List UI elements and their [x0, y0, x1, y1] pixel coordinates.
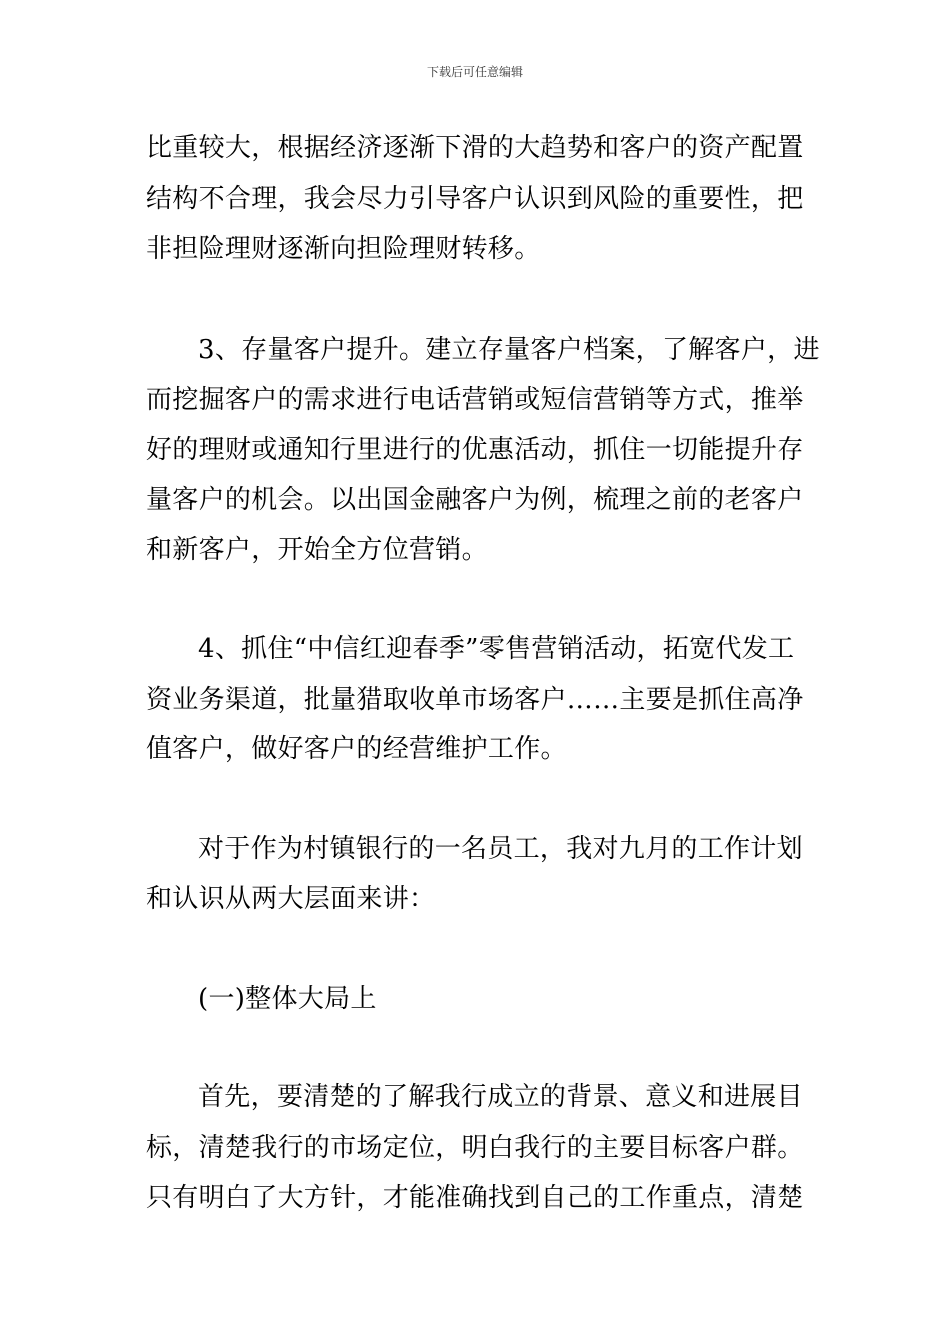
text-line: 值客户，做好客户的经营维护工作。 [146, 734, 567, 764]
text-line: 结构不合理，我会尽力引导客户认识到风险的重要性，把 [146, 184, 804, 214]
text-line: 量客户的机会。以出国金融客户为例，梳理之前的老客户 [146, 485, 804, 515]
section-heading: (一)整体大局上 [198, 984, 377, 1014]
text-line: 和认识从两大层面来讲： [146, 884, 436, 914]
text-line: 比重较大，根据经济逐渐下滑的大趋势和客户的资产配置 [146, 133, 804, 163]
text-line: 4、抓住“中信红迎春季”零售营销活动，拓宽代发工 [198, 634, 795, 664]
page-header-note: 下载后可任意编辑 [426, 65, 523, 79]
text-line: 而挖掘客户的需求进行电话营销或短信营销等方式，推举 [146, 385, 804, 415]
text-line: 资业务渠道，批量猎取收单市场客户……主要是抓住高净 [146, 685, 804, 715]
text-line: 首先，要清楚的了解我行成立的背景、意义和进展目 [198, 1082, 803, 1112]
text-line: 好的理财或通知行里进行的优惠活动，抓住一切能提升存 [146, 435, 804, 465]
text-line: 3、存量客户提升。建立存量客户档案，了解客户，进 [198, 335, 820, 365]
text-line: 只有明白了大方针，才能准确找到自己的工作重点，清楚 [146, 1183, 804, 1213]
text-line: 标，清楚我行的市场定位，明白我行的主要目标客户群。 [146, 1133, 804, 1163]
text-line: 非担险理财逐渐向担险理财转移。 [146, 234, 541, 264]
text-line: 和新客户，开始全方位营销。 [146, 535, 488, 565]
text-line: 对于作为村镇银行的一名员工，我对九月的工作计划 [198, 834, 803, 864]
